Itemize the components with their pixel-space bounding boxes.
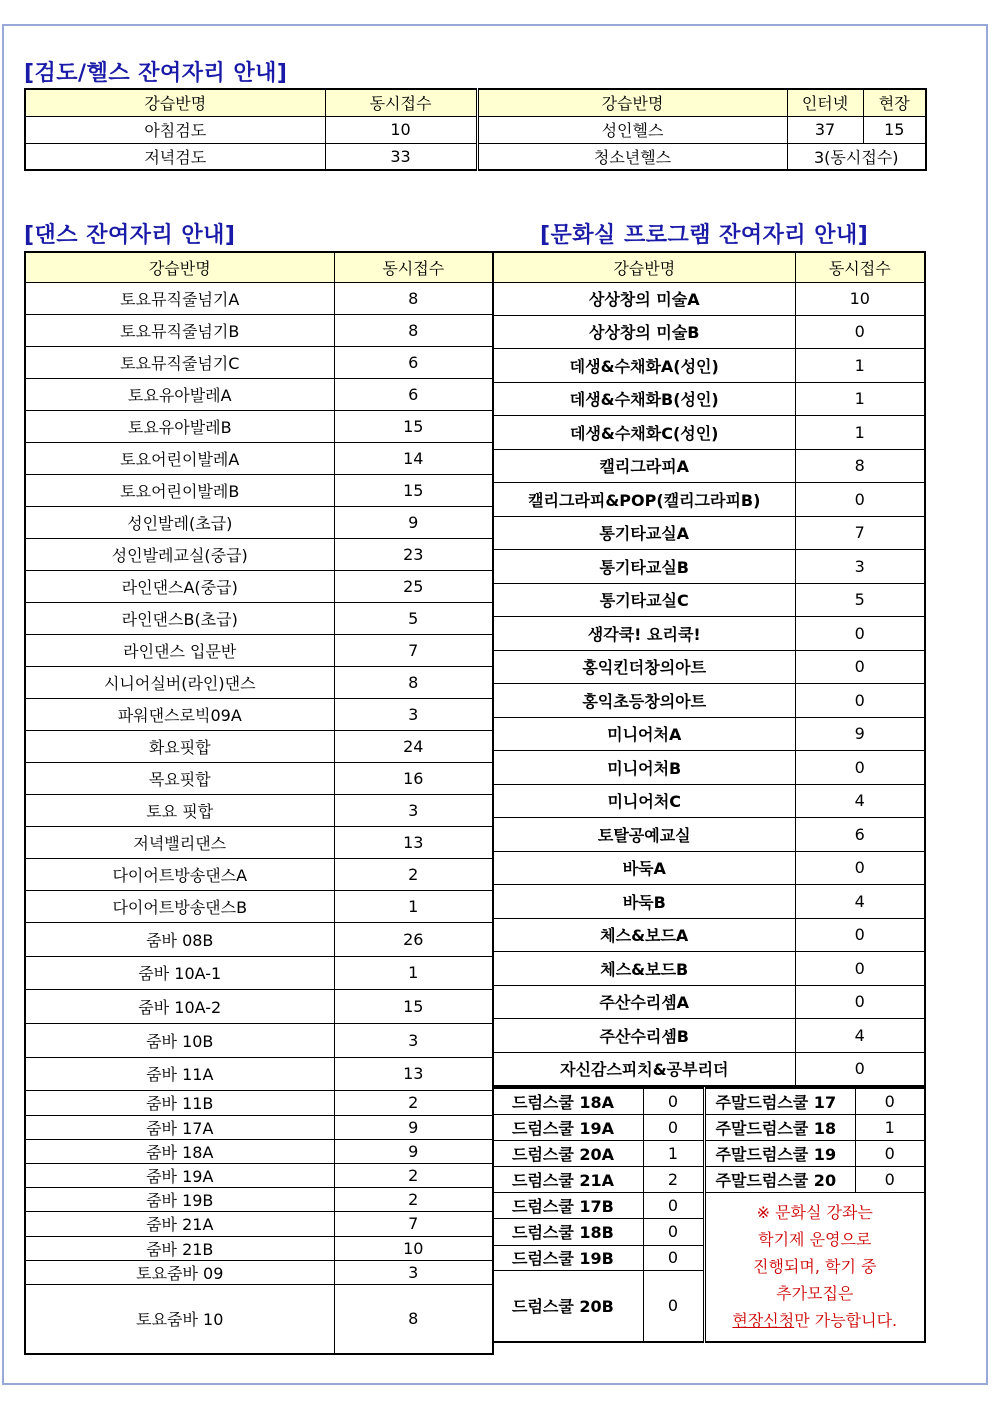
class-name: 토요뮤직줄넘기A: [25, 282, 334, 314]
count-cell: 0: [643, 1114, 704, 1140]
s1-header-onsite: 현장: [863, 89, 926, 116]
class-name: 저녁검도: [25, 143, 325, 170]
class-name: 홍익킨더창의아트: [493, 650, 795, 684]
table-row: [25, 506, 493, 538]
count-cell: 0: [643, 1245, 704, 1270]
class-name: 주말드럼스쿨 20: [704, 1166, 855, 1192]
count-cell: 4: [795, 784, 925, 818]
table-row: [25, 602, 493, 634]
count-cell: 7: [334, 1211, 493, 1236]
count-cell: 0: [795, 1052, 925, 1086]
class-name: 화요핏합: [25, 730, 334, 762]
class-name: 줌바 19A: [25, 1163, 334, 1187]
table-row: [25, 1057, 493, 1090]
class-name: 드럼스쿨 21A: [493, 1166, 643, 1192]
class-name: 드럼스쿨 19B: [493, 1245, 643, 1270]
count-cell: 2: [334, 858, 493, 890]
class-name: 토요어린이발레A: [25, 442, 334, 474]
count-cell: 8: [334, 314, 493, 346]
notice-rest: 만 가능합니다.: [794, 1311, 898, 1331]
class-name: 통기타교실C: [493, 583, 795, 617]
class-name: 성인발레(초급): [25, 506, 334, 538]
count-cell: 0: [795, 315, 925, 349]
count-cell: 1: [334, 956, 493, 989]
notice-line: 학기제 운영으로: [758, 1230, 872, 1250]
internet-cell: 37: [787, 116, 863, 143]
class-name: 바둑B: [493, 885, 795, 919]
class-name: 데생&수채화A(성인): [493, 349, 795, 383]
table-row: [25, 282, 493, 314]
count-cell: 1: [334, 890, 493, 922]
count-cell: 2: [334, 1090, 493, 1115]
table-row: [493, 449, 925, 483]
class-name: 드럼스쿨 20A: [493, 1140, 643, 1166]
count-cell: 23: [334, 538, 493, 570]
table-row: [493, 985, 925, 1019]
notice-line: 진행되며, 학기 중: [753, 1257, 877, 1277]
class-name: 라인댄스 입문반: [25, 634, 334, 666]
class-name: 자신감스피치&공부리더: [493, 1052, 795, 1086]
count-cell: 3: [334, 698, 493, 730]
class-name: 다이어트방송댄스B: [25, 890, 334, 922]
table-row: [25, 666, 493, 698]
count-cell: 0: [855, 1166, 925, 1192]
count-cell: 9: [334, 1115, 493, 1139]
class-name: 통기타교실B: [493, 550, 795, 584]
class-name: 미니어처C: [493, 784, 795, 818]
table-row: [25, 922, 493, 956]
combined-cell: 3(동시접수): [787, 143, 926, 170]
table-row: [25, 143, 926, 170]
count-cell: 26: [334, 922, 493, 956]
table-row: [25, 1187, 493, 1211]
count-cell: 16: [334, 762, 493, 794]
class-name: 주산수리셈A: [493, 985, 795, 1019]
table-row: [25, 1236, 493, 1260]
table-row: [25, 1260, 493, 1284]
count-cell: 1: [795, 416, 925, 450]
class-name: 토요유아발레A: [25, 378, 334, 410]
notice-line: ※ 문화실 강좌는: [756, 1203, 873, 1223]
table-row: [493, 684, 925, 718]
count-cell: 4: [795, 1019, 925, 1053]
class-name: 줌바 10A-2: [25, 989, 334, 1023]
class-name: 홍익초등창의아트: [493, 684, 795, 718]
table-row: [25, 634, 493, 666]
count-cell: 8: [334, 666, 493, 698]
count-cell: 0: [795, 483, 925, 517]
class-name: 주산수리셈B: [493, 1019, 795, 1053]
table-row: [25, 410, 493, 442]
count-cell: 9: [795, 717, 925, 751]
culture-table: [492, 251, 926, 1087]
count-cell: 0: [643, 1088, 704, 1114]
table-row: [493, 1019, 925, 1053]
count-cell: 6: [795, 818, 925, 852]
table-row: [25, 956, 493, 989]
count-cell: 33: [325, 143, 477, 170]
count-cell: 0: [855, 1088, 925, 1114]
table-row: [493, 1114, 925, 1140]
table-row: [25, 762, 493, 794]
class-name: 드럼스쿨 18B: [493, 1218, 643, 1245]
s1-header-internet: 인터넷: [787, 89, 863, 116]
s1-header-name: 강습반명: [25, 89, 325, 116]
class-name: 주말드럼스쿨 19: [704, 1140, 855, 1166]
table-row: [25, 989, 493, 1023]
count-cell: 0: [795, 985, 925, 1019]
table-row: [493, 349, 925, 383]
table-row: [493, 885, 925, 919]
table-row: [493, 952, 925, 986]
class-name: 토요 핏합: [25, 794, 334, 826]
count-cell: 0: [795, 684, 925, 718]
class-name: 바둑A: [493, 851, 795, 885]
notice-line: [706, 1307, 925, 1334]
class-name: 줌바 17A: [25, 1115, 334, 1139]
class-name: 캘리그라피&POP(캘리그라피B): [493, 483, 795, 517]
class-name: 데생&수채화C(성인): [493, 416, 795, 450]
class-name: 라인댄스A(중급): [25, 570, 334, 602]
count-cell: 0: [795, 650, 925, 684]
table-row: [25, 1090, 493, 1115]
count-cell: 7: [334, 634, 493, 666]
count-cell: 9: [334, 506, 493, 538]
s1-header-name2: 강습반명: [477, 89, 787, 116]
count-cell: 2: [334, 1163, 493, 1187]
table-row: [25, 346, 493, 378]
table-row: [25, 1284, 493, 1354]
class-name: 다이어트방송댄스A: [25, 858, 334, 890]
table-row: [493, 617, 925, 651]
class-name: 드럼스쿨 19A: [493, 1114, 643, 1140]
class-name: 줌바 10B: [25, 1023, 334, 1057]
table-row: [25, 1023, 493, 1057]
class-name: 드럼스쿨 20B: [493, 1270, 643, 1342]
notice-box: [704, 1192, 925, 1342]
class-name: 줌바 10A-1: [25, 956, 334, 989]
class-name: 성인헬스: [477, 116, 787, 143]
notice-underline: 현장신청: [732, 1311, 795, 1331]
class-name: 드럼스쿨 17B: [493, 1192, 643, 1218]
table-row: [493, 918, 925, 952]
table-row: [25, 538, 493, 570]
table-row: [25, 1115, 493, 1139]
culture-header-count: 동시접수: [795, 252, 925, 282]
count-cell: 3: [334, 1023, 493, 1057]
count-cell: 1: [855, 1114, 925, 1140]
class-name: 줌바 11A: [25, 1057, 334, 1090]
count-cell: 13: [334, 826, 493, 858]
class-name: 토요유아발레B: [25, 410, 334, 442]
class-name: 캘리그라피A: [493, 449, 795, 483]
count-cell: 4: [795, 885, 925, 919]
table-row: [25, 1139, 493, 1163]
class-name: 파워댄스로빅09A: [25, 698, 334, 730]
class-name: 토요줌바 09: [25, 1260, 334, 1284]
count-cell: 10: [325, 116, 477, 143]
count-cell: 0: [643, 1192, 704, 1218]
count-cell: 0: [643, 1218, 704, 1245]
class-name: 미니어처B: [493, 751, 795, 785]
table-row: [25, 890, 493, 922]
class-name: 생각쿡! 요리쿡!: [493, 617, 795, 651]
section1-title: [검도/헬스 잔여자리 안내]: [24, 61, 288, 86]
table-row: [493, 1192, 925, 1218]
class-name: 줌바 19B: [25, 1187, 334, 1211]
class-name: 통기타교실A: [493, 516, 795, 550]
count-cell: 25: [334, 570, 493, 602]
onsite-cell: 15: [863, 116, 926, 143]
count-cell: 10: [795, 282, 925, 315]
class-name: 라인댄스B(초급): [25, 602, 334, 634]
count-cell: 15: [334, 474, 493, 506]
table-row: [493, 818, 925, 852]
class-name: 시니어실버(라인)댄스: [25, 666, 334, 698]
table-row: [493, 1088, 925, 1114]
class-name: 토탈공예교실: [493, 818, 795, 852]
class-name: 줌바 21B: [25, 1236, 334, 1260]
count-cell: 6: [334, 346, 493, 378]
count-cell: 0: [795, 751, 925, 785]
class-name: 줌바 18A: [25, 1139, 334, 1163]
dance-header-count: 동시접수: [334, 252, 493, 282]
notice-line: 추가모집은: [776, 1284, 854, 1304]
table-row: [25, 378, 493, 410]
count-cell: 8: [334, 1284, 493, 1354]
count-cell: 8: [334, 282, 493, 314]
dance-table: [24, 251, 494, 1355]
class-name: 줌바 21A: [25, 1211, 334, 1236]
class-name: 줌바 11B: [25, 1090, 334, 1115]
class-name: 토요뮤직줄넘기B: [25, 314, 334, 346]
table-row: [493, 851, 925, 885]
count-cell: 3: [334, 794, 493, 826]
class-name: 체스&보드A: [493, 918, 795, 952]
s1-header-count: 동시접수: [325, 89, 477, 116]
class-name: 토요어린이발레B: [25, 474, 334, 506]
table-row: [25, 1211, 493, 1236]
count-cell: 14: [334, 442, 493, 474]
dance-header-name: 강습반명: [25, 252, 334, 282]
table-row: [25, 1163, 493, 1187]
count-cell: 3: [334, 1260, 493, 1284]
count-cell: 15: [334, 989, 493, 1023]
class-name: 상상창의 미술B: [493, 315, 795, 349]
count-cell: 2: [643, 1166, 704, 1192]
table-row: [493, 784, 925, 818]
count-cell: 0: [795, 617, 925, 651]
count-cell: 0: [795, 952, 925, 986]
class-name: 저녁밸리댄스: [25, 826, 334, 858]
table-row: [493, 650, 925, 684]
count-cell: 5: [795, 583, 925, 617]
count-cell: 7: [795, 516, 925, 550]
section1-table: [24, 88, 927, 171]
table-row: [493, 717, 925, 751]
count-cell: 15: [334, 410, 493, 442]
table-row: [25, 826, 493, 858]
class-name: 목요핏합: [25, 762, 334, 794]
table-row: [25, 794, 493, 826]
count-cell: 3: [795, 550, 925, 584]
class-name: 데생&수채화B(성인): [493, 382, 795, 416]
table-row: [25, 116, 926, 143]
table-row: [493, 583, 925, 617]
count-cell: 13: [334, 1057, 493, 1090]
section2-title: [댄스 잔여자리 안내]: [24, 223, 236, 248]
class-name: 아침검도: [25, 116, 325, 143]
count-cell: 1: [643, 1140, 704, 1166]
table-row: [493, 1166, 925, 1192]
count-cell: 9: [334, 1139, 493, 1163]
count-cell: 24: [334, 730, 493, 762]
table-row: [25, 730, 493, 762]
count-cell: 1: [795, 382, 925, 416]
count-cell: 0: [643, 1270, 704, 1342]
table-row: [493, 315, 925, 349]
count-cell: 6: [334, 378, 493, 410]
table-row: [493, 550, 925, 584]
table-row: [25, 474, 493, 506]
table-row: [493, 483, 925, 517]
table-row: [493, 751, 925, 785]
table-row: [25, 858, 493, 890]
table-row: [493, 1140, 925, 1166]
table-row: [25, 442, 493, 474]
count-cell: 2: [334, 1187, 493, 1211]
class-name: 체스&보드B: [493, 952, 795, 986]
table-row: [25, 698, 493, 730]
class-name: 주말드럼스쿨 18: [704, 1114, 855, 1140]
table-row: [493, 516, 925, 550]
count-cell: 5: [334, 602, 493, 634]
class-name: 줌바 08B: [25, 922, 334, 956]
class-name: 주말드럼스쿨 17: [704, 1088, 855, 1114]
class-name: 성인발레교실(중급): [25, 538, 334, 570]
class-name: 상상창의 미술A: [493, 282, 795, 315]
culture-header-name: 강습반명: [493, 252, 795, 282]
count-cell: 8: [795, 449, 925, 483]
section3-title: [문화실 프로그램 잔여자리 안내]: [540, 223, 869, 248]
table-row: [493, 416, 925, 450]
count-cell: 0: [855, 1140, 925, 1166]
table-row: [25, 570, 493, 602]
count-cell: 10: [334, 1236, 493, 1260]
table-row: [493, 1052, 925, 1086]
class-name: 토요뮤직줄넘기C: [25, 346, 334, 378]
class-name: 미니어처A: [493, 717, 795, 751]
count-cell: 1: [795, 349, 925, 383]
class-name: 토요줌바 10: [25, 1284, 334, 1354]
class-name: 드럼스쿨 18A: [493, 1088, 643, 1114]
drum-table: [492, 1087, 926, 1343]
table-row: [493, 382, 925, 416]
table-row: [25, 314, 493, 346]
count-cell: 0: [795, 918, 925, 952]
class-name: 청소년헬스: [477, 143, 787, 170]
count-cell: 0: [795, 851, 925, 885]
table-row: [493, 282, 925, 315]
